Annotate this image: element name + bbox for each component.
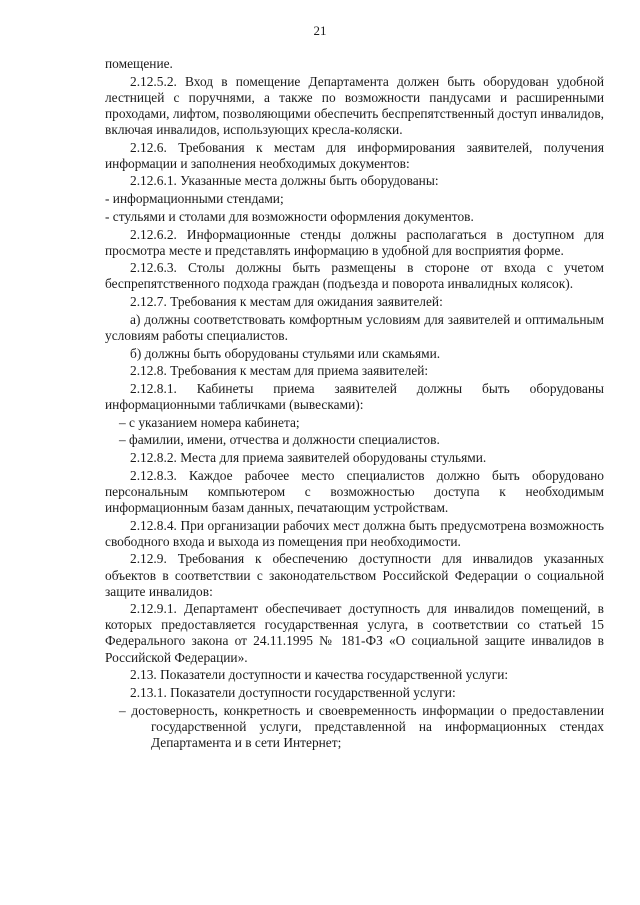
paragraph: б) должны быть оборудованы стульями или скамьями.: [130, 345, 441, 361]
paragraph: 2.12.6.3. Столы должны быть размещены в стороне от входа с учетом беспрепятственного подхода граждан (подъезда и поворота инвалидных колясок).: [105, 260, 604, 292]
document-body: [105, 56, 604, 751]
paragraph: 2.12.8.3. Каждое рабочее место специалистов должно быть оборудовано персональным компьютером с возможностью доступа к необходимым информационным базам данных, печатающим устройствам.: [105, 467, 604, 515]
paragraph: а) должны соответствовать комфортным условиям для заявителей и оптимальным условиям работы специалистов.: [105, 311, 604, 343]
paragraph: 2.12.7. Требования к местам для ожидания заявителей:: [130, 294, 443, 310]
paragraph: помещение.: [105, 56, 173, 71]
paragraph: 2.12.8. Требования к местам для приема заявителей:: [130, 363, 429, 379]
paragraph: 2.12.8.1. Кабинеты приема заявителей должны быть оборудованы информационными табличками (вывесками):: [105, 380, 604, 412]
paragraph: 2.12.9.1. Департамент обеспечивает доступность для инвалидов помещений, в которых предоставляется государственная услуга, в соответствии со статьей 15 Федерального закона от 24.11.1995 № 181-ФЗ «О социальной защите инвалидов в Российской Федерации».: [105, 601, 604, 665]
paragraph: - информационными стендами;: [105, 191, 284, 207]
paragraph: 2.12.6.1. Указанные места должны быть оборудованы:: [130, 173, 439, 189]
paragraph: – достоверность, конкретность и своевременность информации о предоставлении государственной услуги, представленной на информационных стендах Департамента и в сети Интернет;: [119, 702, 604, 750]
paragraph: 2.13.1. Показатели доступности государственной услуги:: [130, 684, 456, 700]
paragraph: 2.12.8.4. При организации рабочих мест должна быть предусмотрена возможность свободного входа и выхода из помещения при необходимости.: [105, 517, 604, 549]
paragraph: 2.12.5.2. Вход в помещение Департамента должен быть оборудован удобной лестницей с поручнями, а также по возможности пандусами и расширенными проходами, лифтом, позволяющими обеспечить беспрепятственный доступ инвалидов, включая инвалидов, использующих кресла-коляски.: [105, 73, 604, 137]
page-number: 21: [313, 23, 327, 38]
paragraph: 2.12.6.2. Информационные стенды должны располагаться в доступном для просмотра месте и представлять информацию в удобной для восприятия форме.: [105, 226, 604, 258]
paragraph: 2.12.8.2. Места для приема заявителей оборудованы стульями.: [130, 450, 487, 466]
paragraph: – с указанием номера кабинета;: [119, 414, 300, 430]
paragraph: 2.13. Показатели доступности и качества государственной услуги:: [130, 667, 509, 683]
paragraph: 2.12.9. Требования к обеспечению доступности для инвалидов указанных объектов в соответствии с законодательством Российской Федерации о социальной защите инвалидов:: [105, 551, 604, 599]
paragraph: - стульями и столами для возможности оформления документов.: [105, 208, 474, 224]
paragraph: – фамилии, имени, отчества и должности специалистов.: [119, 432, 440, 448]
paragraph: 2.12.6. Требования к местам для информирования заявителей, получения информации и заполнения необходимых документов:: [105, 139, 604, 171]
